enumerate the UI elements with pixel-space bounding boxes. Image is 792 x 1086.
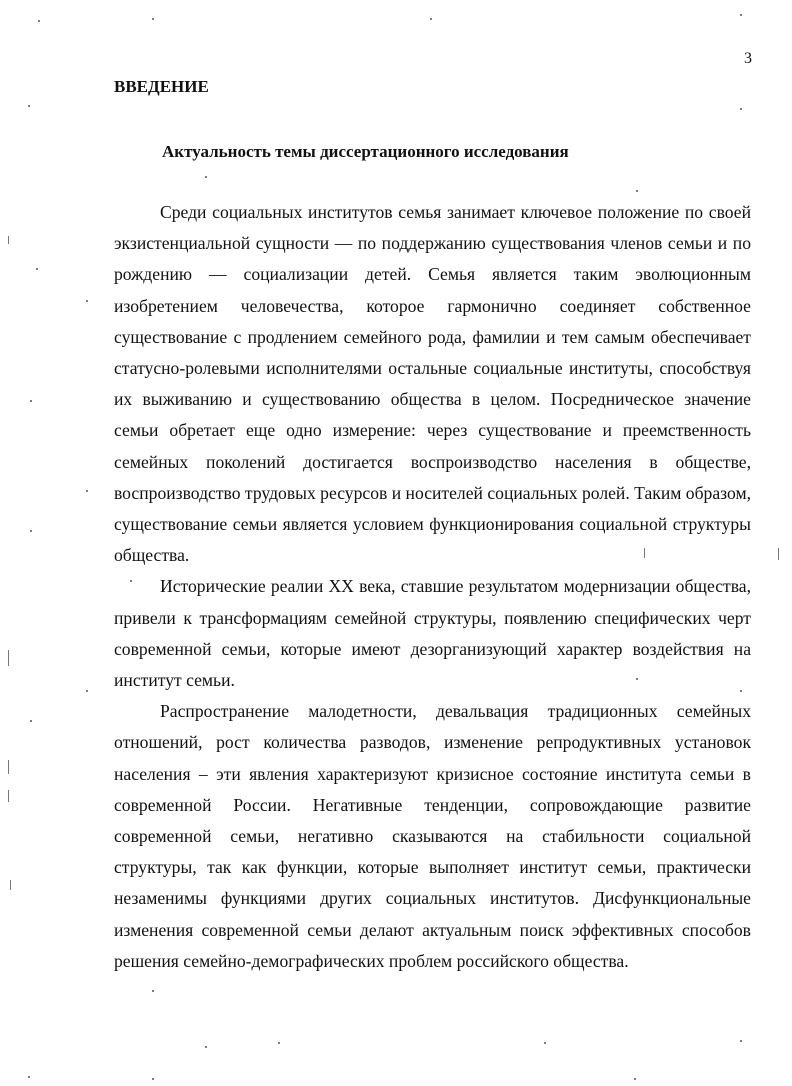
scan-speck [86, 690, 88, 692]
scan-speck [86, 300, 88, 302]
scan-mark [8, 650, 9, 666]
scan-speck [152, 1078, 154, 1080]
scan-speck [152, 990, 154, 992]
scan-speck [205, 176, 207, 178]
scan-speck [740, 14, 742, 16]
paragraph-3: Распространение малодетности, девальвация традиционных семейных отношений, рост количества разводов, изменение репродуктивных установок населения – эти явления характеризуют кризисное состояние института семьи в современной России. Негативные тенденции, сопровождающие развитие современной семьи, негативно сказываются на стабильности социальной структуры, так как функции, которые выполняет институт семьи, практически незаменимы функциями других социальных институтов. Дисфункциональные изменения современной семьи делают актуальным поиск эффективных способов решения семейно-демографических проблем российского общества. [114, 701, 751, 971]
scan-speck [28, 1076, 30, 1078]
body-text [114, 197, 751, 977]
scan-mark [8, 760, 9, 774]
scan-speck [544, 1042, 546, 1044]
scan-speck [278, 1042, 280, 1044]
paragraph-2: Исторические реалии XX века, ставшие результатом модернизации общества, привели к трансформациям семейной структуры, появлению специфических черт современной семьи, которые имеют дезорганизующий характер воздействия на институт семьи. [114, 576, 751, 691]
scan-speck [636, 190, 638, 192]
scan-speck [130, 580, 132, 582]
scan-speck [740, 1040, 742, 1042]
scan-speck [38, 20, 40, 22]
scan-speck [30, 400, 32, 402]
scan-speck [30, 720, 32, 722]
scan-speck [30, 530, 32, 532]
scan-speck [740, 690, 742, 692]
scan-speck [636, 678, 638, 680]
scan-speck [36, 268, 38, 270]
scan-speck [205, 1046, 207, 1048]
scan-mark [778, 548, 779, 560]
scan-speck [634, 1078, 636, 1080]
scan-mark [8, 790, 9, 802]
section-title: ВВЕДЕНИЕ [114, 77, 209, 96]
scan-speck [740, 108, 742, 110]
scan-speck [430, 18, 432, 20]
scan-speck [152, 18, 154, 20]
scan-speck [86, 490, 88, 492]
scan-mark [644, 548, 645, 558]
scan-mark [8, 236, 9, 244]
page-number: 3 [744, 50, 752, 67]
scan-mark [10, 880, 11, 890]
section-subtitle: Актуальность темы диссертационного исследования [162, 142, 569, 161]
paragraph-1: Среди социальных институтов семья занимает ключевое положение по своей экзистенциальной сущности — по поддержанию существования членов семьи и по рождению — социализации детей. Семья является таким эволюционным изобретением человечества, которое гармонично соединяет собственное существование с продлением семейного рода, фамилии и тем самым обеспечивает статусно-ролевыми исполнителями остальные социальные институты, способствуя их выживанию и существованию общества в целом. Посредническое значение семьи обретает еще одно измерение: через существование и преемственность семейных поколений достигается воспроизводство населения в обществе, воспроизводство трудовых ресурсов и носителей социальных ролей. Таким образом, существование семьи является условием функционирования социальной структуры общества. [114, 202, 751, 566]
scan-speck [28, 105, 30, 107]
